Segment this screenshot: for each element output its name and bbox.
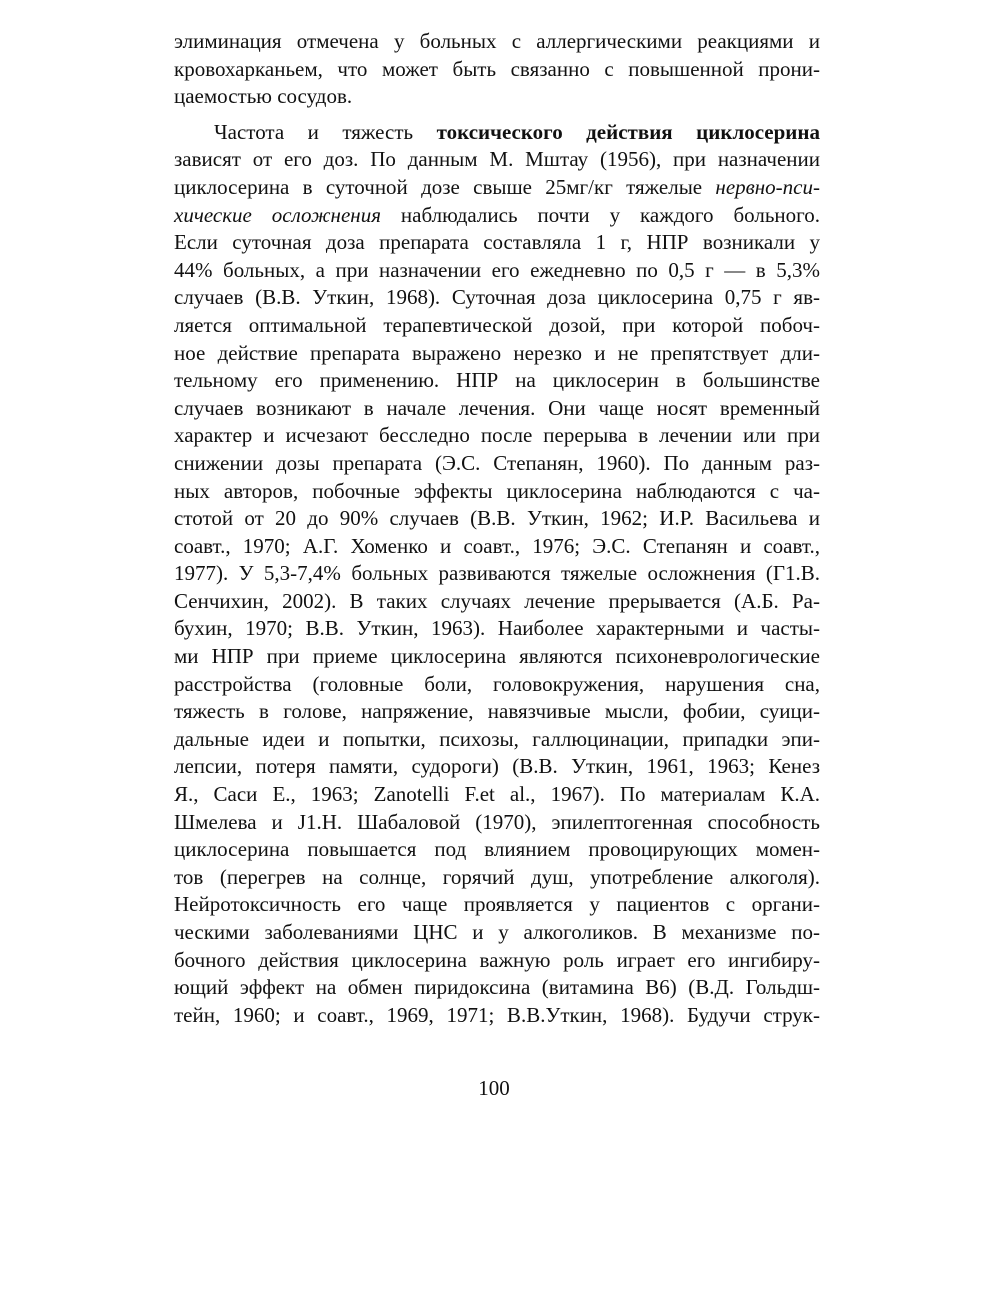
text-run: циклосерина в суточной дозе свыше 25мг/кг тяжелые (174, 174, 716, 199)
text-line (174, 174, 820, 202)
text-line: снижении дозы препарата (Э.С. Степанян, 1960). По данным раз- (174, 450, 820, 475)
text-line: бочного действия циклосерина важную роль играет его ингибиру- (174, 947, 820, 972)
text-run: наблюдались почти у каждого больного. (380, 202, 820, 227)
text-line: характер и исчезают бесследно после перерыва в лечении или при (174, 423, 820, 448)
paragraph-gap (174, 111, 820, 119)
text-line: Шмелева и J1.Н. Шабаловой (1970), эпилептогенная способность (174, 809, 820, 834)
text-line: 44% больных, а при назначении его ежедневно по 0,5 г — в 5,3% (174, 257, 820, 282)
text-line: стотой от 20 до 90% случаев (В.В. Уткин, 1962; И.Р. Васильева и (174, 506, 820, 531)
text-line: ных авторов, побочные эффекты циклосерина наблюдаются с ча- (174, 478, 820, 503)
text-line: Сенчихин, 2002). В таких случаях лечение прерывается (А.Б. Ра- (174, 588, 820, 613)
text-line: зависят от его доз. По данным М. Мштау (1956), при назначении (174, 147, 820, 172)
text-line: тейн, 1960; и соавт., 1969, 1971; В.В.Уткин, 1968). Будучи струк- (174, 1002, 820, 1027)
text-line: расстройства (головные боли, головокружения, нарушения сна, (174, 671, 820, 696)
text-line: Если суточная доза препарата составляла 1 г, НПР возникали у (174, 230, 820, 255)
text-line: бухин, 1970; В.В. Уткин, 1963). Наиболее характерными и часты- (174, 616, 820, 641)
text-line: цаемостью сосудов. (174, 84, 353, 109)
text-line: тов (перегрев на солнце, горячий душ, употребление алкоголя). (174, 864, 820, 889)
text-line: дальные идеи и попытки, психозы, галлюцинации, припадки эпи- (174, 726, 820, 751)
text-line: ми НПР при приеме циклосерина являются психоневрологические (174, 644, 820, 669)
text-line: случаев возникают в начале лечения. Они чаще носят временный (174, 395, 820, 420)
text-line: 1977). У 5,3-7,4% больных развиваются тяжелые осложнения (Г1.В. (174, 561, 820, 586)
text-run: Частота и тяжесть (214, 119, 437, 144)
text-line (174, 202, 820, 230)
text-line: Я., Саси Е., 1963; Zanotelli F.et al., 1967). По материалам К.А. (174, 782, 820, 807)
paragraph-1 (174, 28, 820, 111)
italic-term: нервно-пси- (715, 174, 820, 199)
text-line: ляется оптимальной терапевтической дозой, при которой побоч- (174, 312, 820, 337)
text-line: кровохарканьем, что может быть связанно с повышенной прони- (174, 56, 820, 81)
text-line: тяжесть в голове, напряжение, навязчивые мысли, фобии, суици- (174, 699, 820, 724)
text-line: циклосерина повышается под влиянием провоцирующих момен- (174, 837, 820, 862)
text-line: элиминация отмечена у больных с аллергическими реакциями и (174, 29, 820, 53)
text-line: соавт., 1970; А.Г. Хоменко и соавт., 1976; Э.С. Степанян и соавт., (174, 533, 820, 558)
body-text (174, 28, 820, 1029)
text-line: случаев (В.В. Уткин, 1968). Суточная доза циклосерина 0,75 г яв- (174, 285, 820, 310)
text-line: тельному его применению. НПР на циклосерин в большинстве (174, 368, 820, 393)
page-number: 100 (478, 1076, 510, 1100)
bold-term: токсического действия циклосерина (436, 119, 820, 144)
italic-term: хические осложнения (174, 202, 381, 227)
paragraph-2 (174, 119, 820, 1030)
text-line: Нейротоксичность его чаще проявляется у пациентов с органи- (174, 892, 820, 917)
text-line: ное действие препарата выражено нерезко и не препятствует дли- (174, 340, 820, 365)
text-line: ющий эффект на обмен пиридоксина (витамина В6) (В.Д. Гольдш- (174, 975, 820, 1000)
text-line: ческими заболеваниями ЦНС и у алкоголиков. В механизме по- (174, 920, 820, 944)
text-line (174, 119, 820, 147)
text-line: лепсии, потеря памяти, судороги) (В.В. Уткин, 1961, 1963; Кенез (174, 754, 820, 779)
